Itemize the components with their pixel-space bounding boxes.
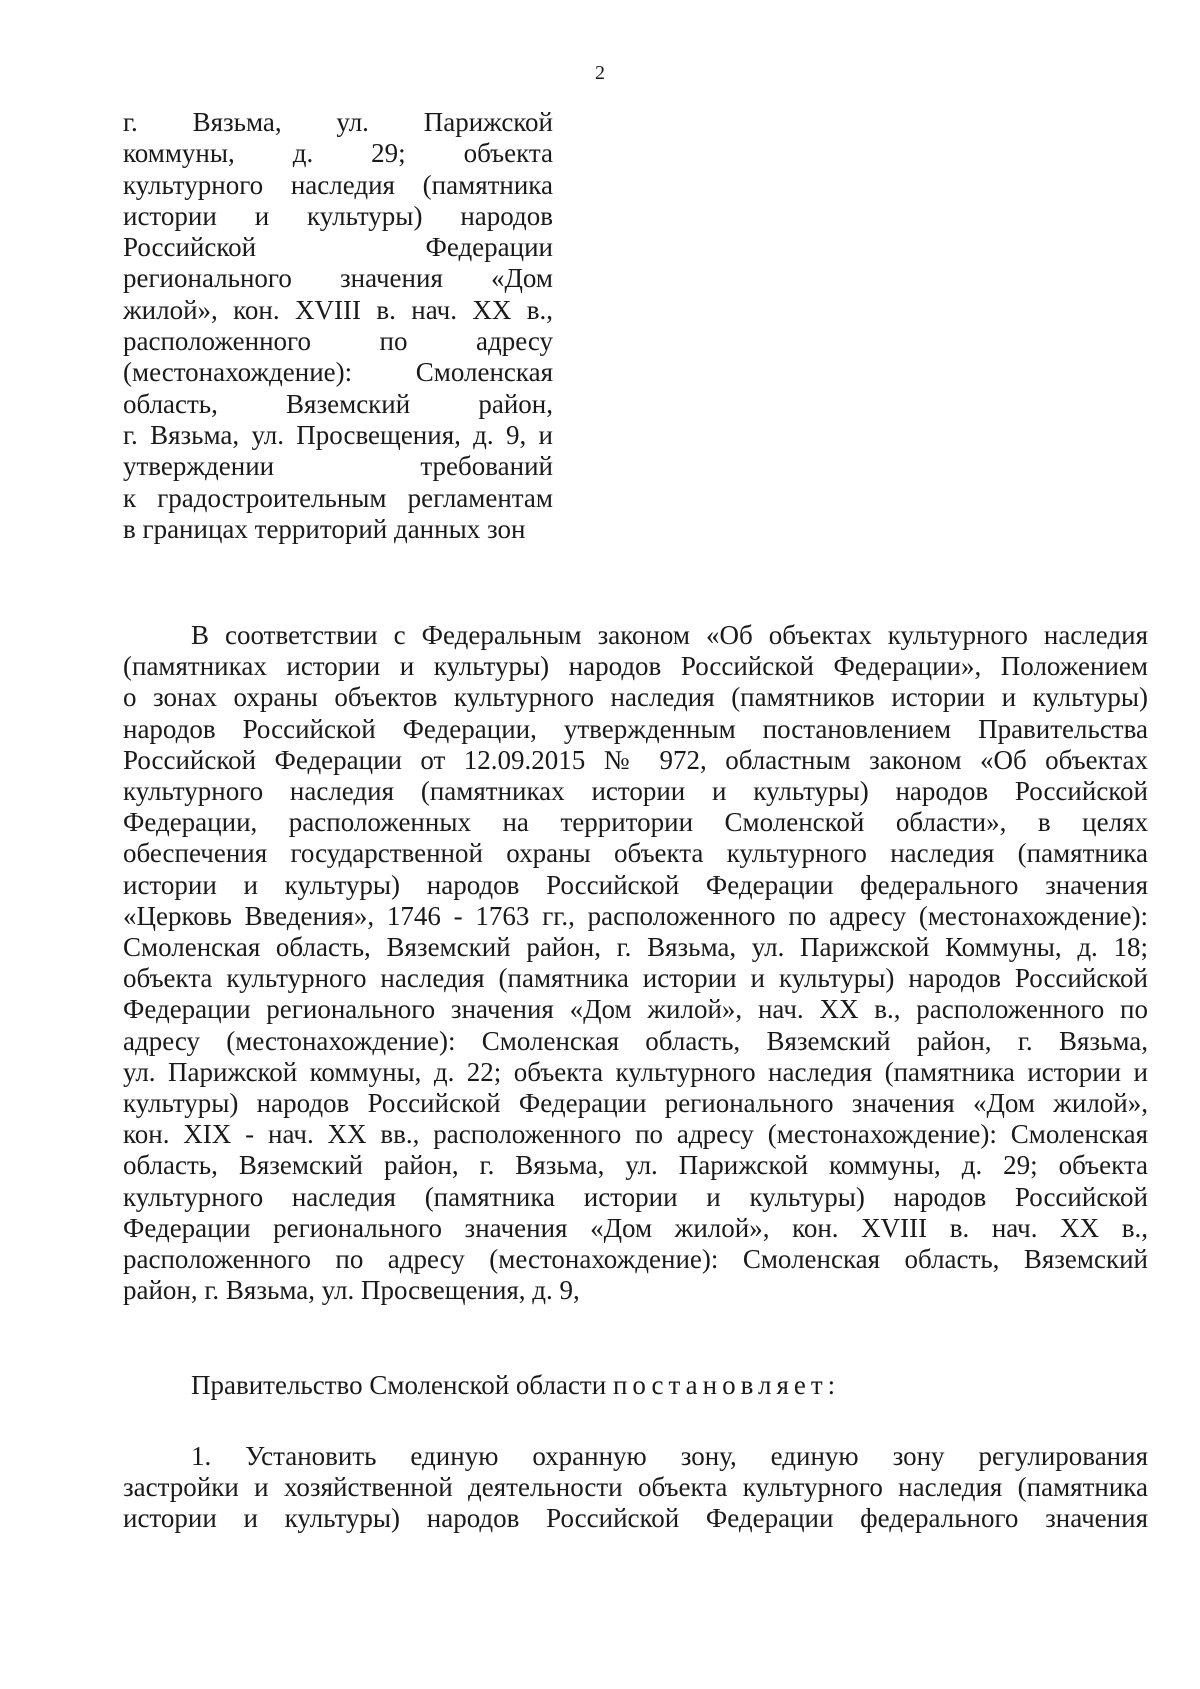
title-line: истории и культуры) народов xyxy=(123,200,553,231)
title-line: жилой», кон. XVIII в. нач. XX в., xyxy=(123,294,553,325)
title-line: в границах территорий данных зон xyxy=(123,513,526,544)
title-line: культурного наследия (памятника xyxy=(123,169,553,200)
item-line: 1. Установить единую охранную зону, единую зону регулирования xyxy=(191,1441,1148,1471)
paragraph-line: обеспечения государственной охраны объекта культурного наследия (памятника xyxy=(123,838,1148,869)
title-line: Российской Федерации xyxy=(123,232,553,263)
title-line: к градостроительным регламентам xyxy=(123,482,553,513)
title-line: г. Вязьма, ул. Просвещения, д. 9, и xyxy=(123,419,553,450)
paragraph-line: культурного наследия (памятника истории и культуры) народов Российской xyxy=(123,1181,1148,1212)
decree-statement xyxy=(123,1370,1148,1401)
paragraph-line: о зонах охраны объектов культурного наследия (памятников истории и культуры) xyxy=(123,682,1148,713)
title-line: регионального значения «Дом xyxy=(123,263,553,294)
preamble-paragraph xyxy=(123,620,1148,1306)
decree-prefix: Правительство Смоленской области xyxy=(191,1370,613,1400)
item-1-paragraph xyxy=(123,1441,1148,1535)
title-line: область, Вяземский район, xyxy=(123,388,553,419)
paragraph-line: (памятниках истории и культуры) народов Российской Федерации», Положением xyxy=(123,651,1148,682)
paragraph-line: район, г. Вязьма, ул. Просвещения, д. 9, xyxy=(123,1275,580,1306)
paragraph-line: Российской Федерации от 12.09.2015 № 972, областным законом «Об объектах xyxy=(123,744,1148,775)
title-line: расположенного по адресу xyxy=(123,326,553,357)
paragraph-line: «Церковь Введения», 1746 - 1763 гг., расположенного по адресу (местонахождение): xyxy=(123,900,1148,931)
item-line: истории и культуры) народов Российской Федерации федерального значения xyxy=(123,1503,1148,1534)
page-number: 2 xyxy=(595,62,605,84)
paragraph-line: В соответствии с Федеральным законом «Об объектах культурного наследия xyxy=(191,620,1148,650)
title-line: (местонахождение): Смоленская xyxy=(123,357,553,388)
decree-line xyxy=(123,1370,1148,1401)
paragraph-line: культуры) народов Российской Федерации регионального значения «Дом жилой», xyxy=(123,1088,1148,1119)
item-line: застройки и хозяйственной деятельности объекта культурного наследия (памятника xyxy=(123,1472,1148,1503)
paragraph-line: адресу (местонахождение): Смоленская область, Вяземский район, г. Вязьма, xyxy=(123,1025,1148,1056)
paragraph-line: область, Вяземский район, г. Вязьма, ул. Парижской коммуны, д. 29; объекта xyxy=(123,1150,1148,1181)
title-line: коммуны, д. 29; объекта xyxy=(123,138,553,169)
paragraph-line: объекта культурного наследия (памятника истории и культуры) народов Российской xyxy=(123,963,1148,994)
title-line: г. Вязьма, ул. Парижской xyxy=(123,107,553,137)
paragraph-line: Федерации регионального значения «Дом жилой», кон. XVIII в. нач. XX в., xyxy=(123,1212,1148,1243)
paragraph-line: ул. Парижской коммуны, д. 22; объекта культурного наследия (памятника истории и xyxy=(123,1056,1148,1087)
paragraph-line: Смоленская область, Вяземский район, г. Вязьма, ул. Парижской Коммуны, д. 18; xyxy=(123,932,1148,963)
paragraph-line: Федерации, расположенных на территории Смоленской области», в целях xyxy=(123,807,1148,838)
paragraph-line: Федерации регионального значения «Дом жилой», нач. XX в., расположенного по xyxy=(123,994,1148,1025)
paragraph-line: расположенного по адресу (местонахождение): Смоленская область, Вяземский xyxy=(123,1244,1148,1275)
paragraph-line: культурного наследия (памятниках истории и культуры) народов Российской xyxy=(123,776,1148,807)
document-title-block xyxy=(123,107,553,545)
title-line: утверждении требований xyxy=(123,451,553,482)
decree-spaced-word: постановляет: xyxy=(612,1370,841,1400)
paragraph-line: кон. XIX - нач. XX вв., расположенного по адресу (местонахождение): Смоленская xyxy=(123,1119,1148,1150)
paragraph-line: народов Российской Федерации, утвержденным постановлением Правительства xyxy=(123,713,1148,744)
paragraph-line: истории и культуры) народов Российской Федерации федерального значения xyxy=(123,869,1148,900)
